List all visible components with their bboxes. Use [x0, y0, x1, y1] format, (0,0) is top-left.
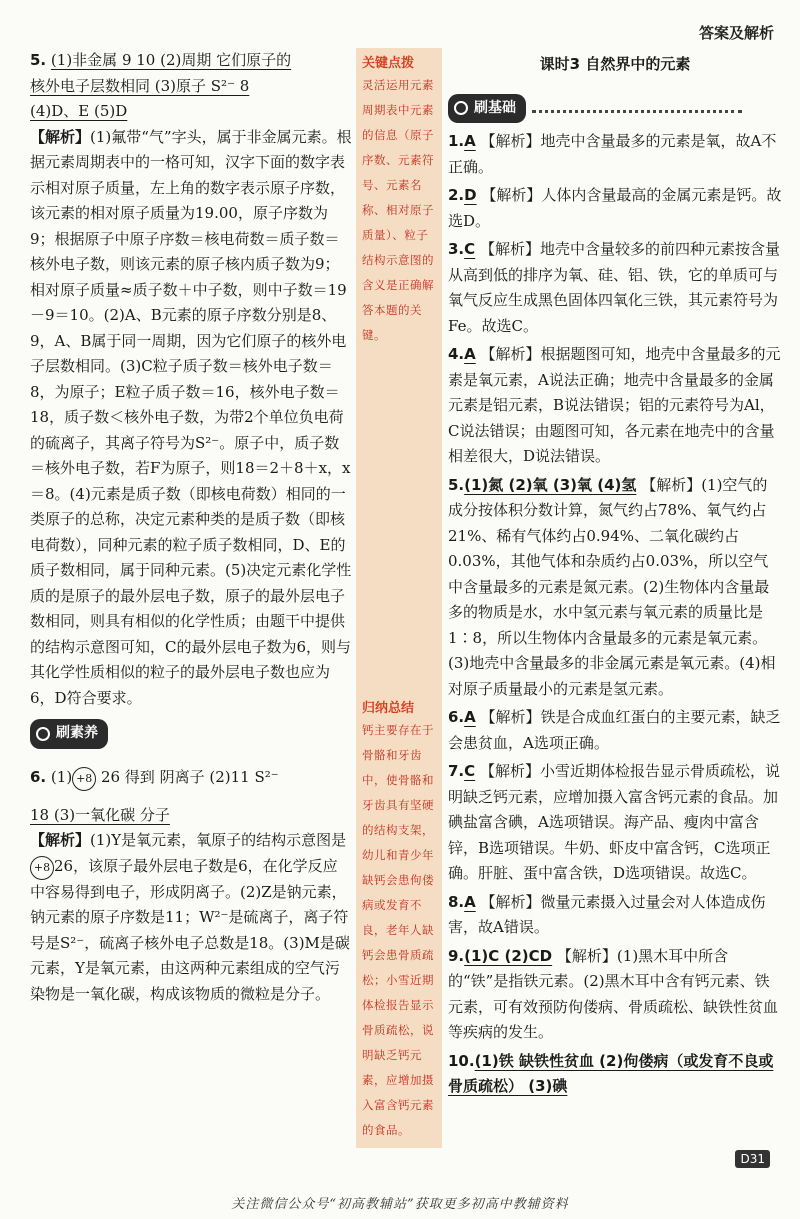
analysis-text: 【解析】铁是合成血红蛋白的主要元素，缺乏会患贫血，A选项正确。	[448, 708, 781, 752]
q6-analysis	[30, 828, 352, 1007]
analysis-label: 【解析】	[30, 127, 91, 146]
tip-text: 钙主要存在于骨骼和牙齿中，使骨骼和牙齿具有坚硬的结构支架，幼儿和青少年缺钙会患佝偻病或发育不良，老年人缺钙会患骨质疏松；小雪近期体检报告显示骨质疏松，说明缺乏钙元素，应增加摄入富含钙元素的食品。	[362, 723, 434, 1137]
answer-line: 18 (3)一氧化碳 分子	[30, 805, 170, 824]
list-item	[448, 473, 782, 703]
question-number: 6.	[30, 767, 47, 786]
answer-choice: D	[464, 186, 477, 204]
section-banner	[448, 94, 526, 124]
list-item	[448, 705, 782, 756]
list-item	[448, 237, 782, 339]
tip-title: 关键点拨	[362, 56, 415, 71]
tips-sidebar	[356, 48, 442, 1148]
answer-choice: (1)铁 缺铁性贫血 (2)佝偻病（或发育不良或骨质疏松） (3)碘	[448, 1051, 774, 1095]
answer-part: 26 得到 阴离子 (2)11 S²⁻	[100, 767, 279, 786]
brush-icon	[36, 727, 50, 741]
brush-icon	[454, 101, 468, 115]
section-banner	[30, 719, 108, 749]
analysis-text: 【解析】(1)空气的成分按体积分数计算，氮气约占78%、氧气约占21%、稀有气体约占0.94%、二氧化碳约占0.03%，其他气体和杂质约占0.03%，所以空气中含量最多的元素是氮元素。(2)生物体内含量最多的物质是水，水中氢元素与氧元素的质量比是1∶8，所以生物体内含量最多的元素是氧元素。(3)地壳中含量最多的非金属元素是氧元素。(4)相对原子质量最小的元素是氢元素。	[448, 475, 776, 698]
answer-choice: A	[464, 132, 476, 150]
list-item	[448, 342, 782, 470]
question-number: 9.	[448, 946, 465, 965]
answer-list	[448, 129, 782, 1100]
list-item	[448, 183, 782, 234]
answer-line: 核外电子层数相同 (3)原子 S²⁻ 8	[30, 76, 250, 95]
banner-row	[448, 86, 782, 130]
answer-part: (1)	[50, 767, 73, 786]
question-number: 5.	[30, 51, 47, 69]
tip-text: 灵活运用元素周期表中元素的信息（原子序数、元素符号、元素名称、相对原子质量）、粒子结构示意图的含义是正确解答本题的关键。	[362, 78, 434, 342]
left-column	[30, 48, 352, 1007]
atom-structure-icon: +8	[30, 856, 54, 880]
question-number: 3.	[448, 240, 465, 258]
analysis-text: 【解析】人体内含量最高的金属元素是钙。故选D。	[448, 186, 782, 230]
list-item	[448, 129, 782, 180]
question-number: 8.	[448, 892, 465, 911]
question-number: 5.	[448, 475, 465, 494]
analysis-text: 【解析】根据题图可知，地壳中含量最多的元素是氧元素，A说法正确；地壳中含量最多的金属元素是铝元素，B说法错误；铝的元素符号为Al，C说法错误；由题图可知，各元素在地壳中的含量相差很大，D说法错误。	[448, 345, 781, 465]
footer-note: 关注微信公众号“初高教辅站”获取更多初高中教辅资料	[231, 1197, 569, 1212]
divider	[532, 110, 742, 113]
answer-choice: A	[464, 892, 476, 911]
lesson-title: 课时3 自然界中的元素	[539, 55, 691, 73]
list-item	[448, 890, 782, 941]
answer-choice: (1)C (2)CD	[464, 946, 553, 965]
analysis-text: 【解析】小雪近期体检报告显示骨质疏松，说明缺乏钙元素，应增加摄入富含钙元素的食品。加碘盐富含碘，A选项错误。海产品、瘦肉中富含锌，B选项错误。牛奶、虾皮中富含钙，C选项正确。肝脏、蛋中富含铁，D选项错误。故选C。	[448, 762, 780, 882]
analysis-text: 26，该原子最外层电子数是6，在化学反应中容易得到电子，形成阴离子。(2)Z是钠元素，钠元素的原子序数是11；W²⁻是硫离子，离子符号是S²⁻，硫离子核外电子总数是18。(3)M是碳元素，Y是氧元素，由这两种元素组成的空气污染物是一氧化碳，构成该物质的微粒是分子。	[30, 856, 350, 1003]
header-tag: 答案及解析	[698, 24, 774, 42]
answer-choice: A	[464, 345, 476, 363]
answer-choice: C	[464, 762, 476, 780]
list-item	[448, 759, 782, 887]
question-number: 7.	[448, 762, 465, 780]
answer-choice: A	[464, 708, 476, 726]
question-number: 1.	[448, 132, 465, 150]
banner-label: 刷基础	[474, 99, 516, 116]
answer-choice: (1)氮 (2)氧 (3)氧 (4)氢	[464, 475, 637, 494]
list-item	[448, 1049, 782, 1100]
analysis-text: 【解析】(1)黑木耳中所含的“铁”是指铁元素。(2)黑木耳中含有钙元素、铁元素，可有效预防佝偻病、骨质疏松、缺铁性贫血等疾病的发生。	[448, 946, 779, 1041]
answer-choice: C	[464, 240, 476, 258]
analysis-label: 【解析】	[30, 831, 91, 849]
answer-line: (4)D、E (5)D	[30, 102, 128, 120]
answer-line: (1)非金属 9 10 (2)周期 它们原子的	[50, 51, 292, 69]
banner-label: 刷素养	[56, 725, 98, 741]
analysis-text: (1)氟带“气”字头，属于非金属元素。根据元素周期表中的一格可知，汉字下面的数字表示相对原子质量，左上角的数字表示原子序数，该元素的相对原子质量为19.00，原子序数为9；根据原子中原子序数＝核电荷数＝质子数＝核外电子数，则该元素的原子核内质子数为9；相对原子质量≈质子数＋中子数，则中子数＝19－9＝10。(2)A、B元素的原子序数分别是8、9，A、B属于同一周期，因为它们原子的核外电子层数相同。(3)C粒子质子数＝核外电子数＝8，为原子；E粒子质子数＝16，核外电子数＝18，质子数＜核外电子数，为带2个单位负电荷的硫离子，其离子符号为S²⁻。原子中，质子数＝核外电子数，若F为原子，则18＝2＋8＋x，x＝8。(4)元素是质子数（即核电荷数）相同的一类原子的总称，决定元素种类的是质子数（即核电荷数），同种元素的粒子质子数相同，D、E的质子数相同，属于同种元素。(5)决定元素化学性质的是原子的最外层电子数，原子的最外层电子数相同，则具有相似的化学性质；由题干中提供的结构示意图可知，C的最外层电子数为6，则与其化学性质相似的粒子的最外层电子数也应为6，D符合要求。	[30, 127, 352, 707]
right-column	[448, 48, 782, 1103]
page-number: D31	[735, 1150, 770, 1168]
atom-structure-icon: +8	[72, 767, 96, 791]
question-number: 4.	[448, 345, 465, 363]
question-number: 6.	[448, 708, 465, 726]
question-number: 10.	[448, 1051, 475, 1070]
question-number: 2.	[448, 186, 465, 204]
analysis-text: (1)Y是氧元素，氧原子的结构示意图是	[90, 831, 347, 849]
analysis-text: 【解析】地壳中含量最多的元素是氧，故A不正确。	[448, 132, 777, 176]
q5-answer	[30, 48, 352, 74]
q5-analysis	[30, 125, 352, 712]
q6-answer	[30, 765, 352, 791]
analysis-text: 【解析】地壳中含量较多的前四种元素按含量从高到低的排序为氧、硅、铝、铁，它的单质可与氧气反应生成黑色固体四氧化三铁，其元素符号为Fe。故选C。	[448, 240, 780, 335]
tip-title: 归纳总结	[362, 701, 415, 716]
analysis-text: 【解析】微量元素摄入过量会对人体造成伤害，故A错误。	[448, 892, 766, 936]
list-item	[448, 944, 782, 1046]
